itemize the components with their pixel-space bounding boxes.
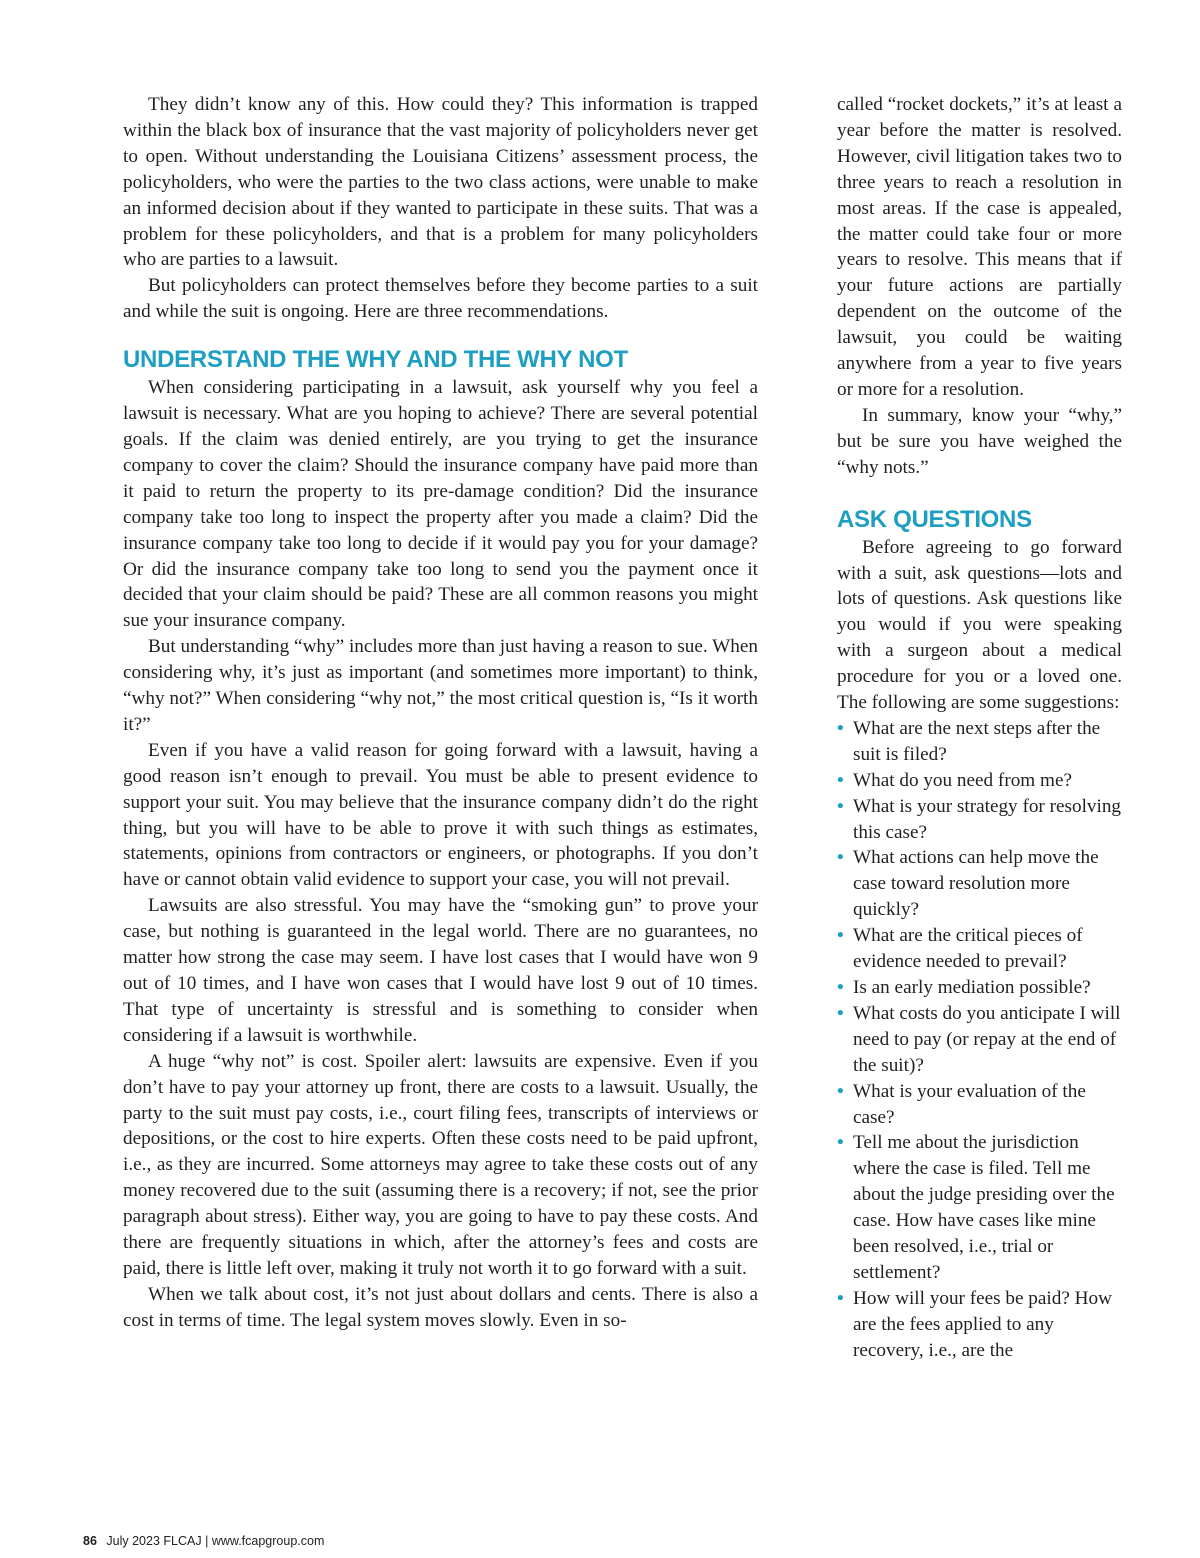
bullet-icon: • — [837, 1132, 844, 1154]
list-item: • What are the critical pieces of evidence needed to prevail? — [837, 925, 1083, 973]
bullet-icon: • — [837, 1287, 844, 1309]
left-column — [123, 92, 758, 1334]
bullet-icon: • — [837, 925, 844, 947]
list-item: • What do you need from me? — [837, 768, 1122, 794]
list-item: • What costs do you anticipate I will need to pay (or repay at the end of the suit)? — [837, 1002, 1121, 1076]
right-column — [837, 92, 1122, 1364]
publication-url: www.fcapgroup.com — [211, 1534, 325, 1548]
question-list — [837, 716, 1122, 1364]
intro-paragraph: They didn’t know any of this. How could they? This information is trapped within the black box of insurance that the vast majority of policyholders never get to open. Without understanding the Louisiana Citizens’ assessment process, the policyholders, who were the parties to the two class actions, were unable to make an informed decision about if they wanted to participate in these suits. That was a problem for these policyholders, and that is a problem for many policyholders who are parties to a lawsuit. — [123, 94, 758, 271]
body-paragraph: Lawsuits are also stressful. You may have the “smoking gun” to prove your case, but nothing is guaranteed in the legal world. There are no guarantees, no matter how strong the case may seem. I have lost cases that I would have won 9 out of 10 times, and I have won cases that I would have lost 9 out of 10 times. That type of uncertainty is stressful and is something to consider when considering if a lawsuit is worthwhile. — [123, 895, 758, 1046]
bullet-icon: • — [837, 847, 844, 869]
summary-paragraph: In summary, know your “why,” but be sure you have weighed the “why nots.” — [837, 404, 1122, 478]
footer-separator: | — [205, 1534, 209, 1548]
section-heading-why: UNDERSTAND THE WHY AND THE WHY NOT — [123, 346, 628, 374]
page-footer — [83, 1534, 324, 1548]
list-item: • What are the next steps after the suit is filed? — [837, 717, 1101, 765]
body-paragraph: A huge “why not” is cost. Spoiler alert: lawsuits are expensive. Even if you don’t have to pay your attorney up front, there are costs to a lawsuit. Usually, the party to the suit must pay costs, i.e., court filing fees, transcripts of interviews or depositions, or the cost to hire experts. Often these costs need to be paid upfront, i.e., as they are incurred. Some attorneys may agree to take these costs out of any money recovered due to the suit (assuming there is a recovery; if not, see the prior paragraph about stress). Either way, you are going to have to pay these costs. And there are frequently situations in which, after the attorney’s fees and costs are paid, there is little left over, making it truly not worth it to go forward with a suit. — [123, 1050, 758, 1279]
list-item: • How will your fees be paid? How are the fees applied to any recovery, i.e., are the — [837, 1287, 1112, 1361]
questions-intro: Before agreeing to go forward with a suit, ask questions—lots and lots of questions. Ask questions like you would if you were speaking with a surgeon about a medical procedure for you or a loved one. The following are some suggestions: — [837, 536, 1122, 714]
bullet-icon: • — [837, 977, 844, 998]
list-item: • What actions can help move the case toward resolution more quickly? — [837, 847, 1099, 921]
bullet-icon: • — [837, 1080, 844, 1102]
list-item: • What is your strategy for resolving this case? — [837, 795, 1122, 843]
intro-paragraph: But policyholders can protect themselves before they become parties to a suit and while the suit is ongoing. Here are three recommendations. — [123, 275, 758, 323]
list-item: • Tell me about the jurisdiction where the case is filed. Tell me about the judge presiding over the case. How have cases like mine been resolved, i.e., trial or settlement? — [837, 1132, 1115, 1283]
bullet-icon: • — [837, 769, 844, 791]
body-paragraph: Even if you have a valid reason for going forward with a lawsuit, having a good reason isn’t enough to prevail. You must be able to present evidence to support your suit. You may believe that the insurance company didn’t do the right thing, but you will have to be able to prove it with such things as estimates, statements, opinions from contractors or engineers, or photographs. If you don’t have or cannot obtain valid evidence to support your case, you will not prevail. — [123, 739, 758, 891]
body-paragraph: But understanding “why” includes more than just having a reason to sue. When considering why, it’s just as important (and sometimes more important) to think, “why not?” When considering “why not,” the most critical question is, “Is it worth it?” — [123, 636, 758, 735]
bullet-icon: • — [837, 717, 844, 739]
list-item: • What is your evaluation of the case? — [837, 1080, 1086, 1128]
issue-date: July 2023 — [106, 1534, 160, 1548]
bullet-icon: • — [837, 795, 844, 817]
section-heading-questions: ASK QUESTIONS — [837, 505, 1032, 533]
page-number: 86 — [83, 1534, 97, 1548]
list-item: • Is an early mediation possible? — [837, 975, 1122, 1001]
continued-paragraph: called “rocket dockets,” it’s at least a year before the matter is resolved. However, civil litigation takes two to three years to reach a resolution in most areas. If the case is appealed, the matter could take four or more years to resolve. This means that if your future actions are partially dependent on the outcome of the lawsuit, you could be waiting anywhere from a year to five years or more for a resolution. — [837, 94, 1122, 400]
body-paragraph: When we talk about cost, it’s not just about dollars and cents. There is also a cost in terms of time. The legal system moves slowly. Even in so- — [123, 1283, 758, 1331]
body-paragraph: When considering participating in a lawsuit, ask yourself why you feel a lawsuit is necessary. What are you hoping to achieve? There are several potential goals. If the claim was denied entirely, are you trying to get the insurance company to cover the claim? Should the insurance company have paid more than it paid to return the property to its pre-damage condition? Did the insurance company take too long to inspect the property after you made a claim? Did the insurance company take too long to decide if it would pay you for your damage? Or did the insurance company take too long to send you the payment once it decided that your claim should be paid? These are all common reasons you might sue your insurance company. — [123, 377, 758, 632]
bullet-icon: • — [837, 1002, 844, 1024]
publication-name: FLCAJ — [163, 1534, 202, 1548]
